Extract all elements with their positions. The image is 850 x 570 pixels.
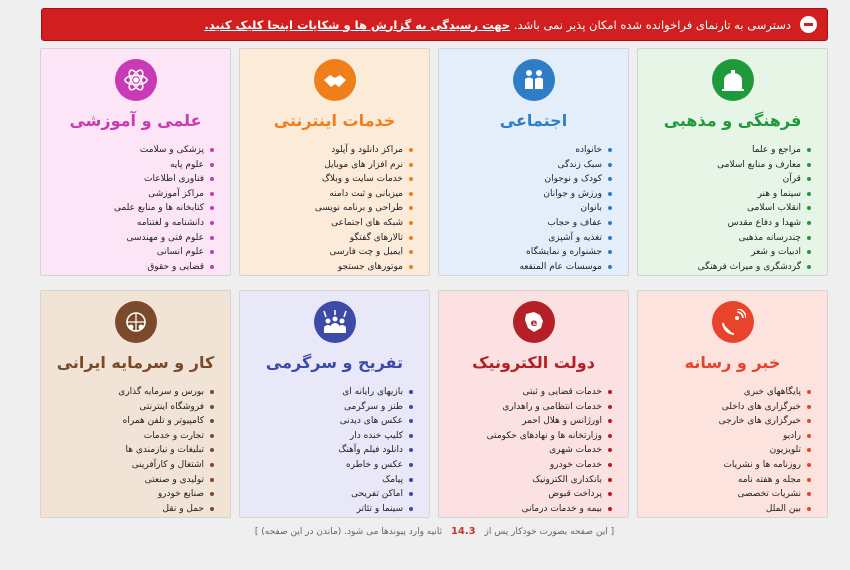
category-link[interactable]: شبکه های اجتماعی [248,216,413,231]
category-card [239,290,430,518]
countdown-seconds: 14.3 [450,526,476,537]
category-link[interactable]: خدمات شهری [447,443,612,458]
footer-bracket-open: [ [610,527,615,537]
category-link[interactable]: تجارت و خدمات [49,429,214,444]
category-link[interactable]: بورس و سرمایه گذاری [49,385,214,400]
category-link[interactable]: اماکن تفریحی [248,487,413,502]
category-link[interactable]: کودک و نوجوان [447,172,612,187]
satellite-icon [712,301,754,343]
category-title[interactable]: کار و سرمایه ایرانی [56,353,215,372]
category-link[interactable]: خدمات قضایی و ثبتی [447,385,612,400]
category-link[interactable]: معارف و منابع اسلامی [646,158,811,173]
category-title[interactable]: اجتماعی [499,111,568,130]
category-link[interactable]: دانلود فیلم وآهنگ [248,443,413,458]
banner-message: دسترسی به تارنمای فراخوانده شده امکان پذیر نمی باشد. [513,17,791,32]
footer-text-after[interactable]: ثانیه وارد پیوندها می شود. (ماندن در این صفحه) [261,527,443,537]
iran-map-icon [513,301,555,343]
category-link[interactable]: گردشگری و میراث فرهنگی [646,260,811,275]
category-link[interactable]: انقلاب اسلامی [646,201,811,216]
category-link-list [240,135,429,274]
category-link[interactable]: خانواده [447,143,612,158]
category-link[interactable]: پزشکی و سلامت [49,143,214,158]
report-complaint-link[interactable]: جهت رسیدگی به گزارش ها و شکایات اینجا کلیک کنید. [204,17,511,32]
category-link[interactable]: خدمات خودرو [447,458,612,473]
stop-icon [800,16,817,33]
category-link[interactable]: سینما و تئاتر [248,502,413,517]
category-link[interactable]: پایگاههای خبری [646,385,811,400]
category-link[interactable]: حمل و نقل [49,502,214,517]
category-link[interactable]: خدمات انتظامی و راهداری [447,400,612,415]
category-link[interactable]: نشریات تخصصی [646,487,811,502]
category-link-list [638,377,827,516]
category-link[interactable]: نرم افزار های موبایل [248,158,413,173]
redirect-notice [41,526,828,537]
category-link[interactable]: دانشنامه و لغتنامه [49,216,214,231]
category-link[interactable]: بازیهای رایانه ای [248,385,413,400]
category-link[interactable]: پیامک [248,473,413,488]
category-link[interactable]: اورژانس و هلال احمر [447,414,612,429]
category-link[interactable]: مجله و هفته نامه [646,473,811,488]
category-link-list [41,377,230,516]
handshake-icon [314,59,356,101]
category-link[interactable]: سینما و هنر [646,187,811,202]
category-card [637,48,828,276]
category-link[interactable]: تبلیغات و نیازمندی ها [49,443,214,458]
error-banner [41,8,828,41]
category-link[interactable]: تغذیه و آشپزی [447,231,612,246]
category-title[interactable]: تفریح و سرگرمی [265,353,404,372]
category-link[interactable]: فناوری اطلاعات [49,172,214,187]
mosque-icon [712,59,754,101]
category-link-list [439,135,628,274]
category-link[interactable]: کتابخانه ها و منابع علمی [49,201,214,216]
category-link[interactable]: طراحی و برنامه نویسی [248,201,413,216]
category-link[interactable]: تولیدی و صنعتی [49,473,214,488]
category-card [438,48,629,276]
category-title[interactable]: فرهنگی و مذهبی [663,111,802,130]
crowd-icon [314,301,356,343]
category-link[interactable]: طنز و سرگرمی [248,400,413,415]
category-card [438,290,629,518]
category-link[interactable]: جشنواره و نمایشگاه [447,245,612,260]
category-link[interactable]: روزنامه ها و نشریات [646,458,811,473]
category-grid [41,48,828,518]
category-link[interactable]: مراکز دانلود و آپلود [248,143,413,158]
footer-text-before: این صفحه بصورت خودکار پس از [484,527,608,537]
category-link[interactable]: قرآن [646,172,811,187]
category-title[interactable]: دولت الکترونیک [472,353,595,372]
category-link[interactable]: ادبیات و شعر [646,245,811,260]
svg-text:e: e [530,318,537,329]
category-card [40,48,231,276]
category-link[interactable]: میزبانی و ثبت دامنه [248,187,413,202]
footer-bracket-close: ] [254,527,259,537]
category-link[interactable]: بیمه و خدمات درمانی [447,502,612,517]
category-link-list [439,377,628,516]
category-link[interactable]: مراجع و علما [646,143,811,158]
category-link[interactable]: خدمات سایت و وبلاگ [248,172,413,187]
category-link[interactable]: ورزش و جوانان [447,187,612,202]
category-link[interactable]: بانوان [447,201,612,216]
category-link[interactable]: تالارهای گفتگو [248,231,413,246]
category-link[interactable]: سبک زندگی [447,158,612,173]
category-card [40,290,231,518]
category-link-list [638,135,827,274]
category-link[interactable]: عکس های دیدنی [248,414,413,429]
category-link[interactable]: فروشگاه اینترنتی [49,400,214,415]
category-link[interactable]: کلیپ خنده دار [248,429,413,444]
category-link[interactable]: علوم پایه [49,158,214,173]
category-link[interactable]: تلویزیون [646,443,811,458]
category-link[interactable]: بانکداری الکترونیک [447,473,612,488]
category-link[interactable]: صنایع خودرو [49,487,214,502]
category-link[interactable]: کامپیوتر و تلفن همراه [49,414,214,429]
category-link[interactable]: علوم فنی و مهندسی [49,231,214,246]
category-link[interactable]: شهدا و دفاع مقدس [646,216,811,231]
category-link[interactable]: بین الملل [646,502,811,517]
category-link[interactable]: قضایی و حقوق [49,260,214,275]
atom-icon [115,59,157,101]
category-link[interactable]: رادیو [646,429,811,444]
category-title[interactable]: خدمات اینترنتی [273,111,396,130]
category-link[interactable]: عکس و خاطره [248,458,413,473]
category-link[interactable]: موتورهای جستجو [248,260,413,275]
category-link[interactable]: وزارتخانه ها و نهادهای حکومتی [447,429,612,444]
category-link[interactable]: اشتغال و کارآفرینی [49,458,214,473]
category-link-list [41,135,230,274]
category-link[interactable]: چندرسانه مذهبی [646,231,811,246]
category-link[interactable]: علوم انسانی [49,245,214,260]
category-link[interactable]: مراکز آموزشی [49,187,214,202]
category-link[interactable]: ایمیل و چت فارسی [248,245,413,260]
category-title[interactable]: خبر و رسانه [684,353,781,372]
category-title[interactable]: علمی و آموزشی [69,111,202,130]
category-card [239,48,430,276]
family-icon [513,59,555,101]
business-icon [115,301,157,343]
category-link[interactable]: خبرگزاری های داخلی [646,400,811,415]
category-link[interactable]: خبرگزاری های خارجی [646,414,811,429]
category-link[interactable]: موسسات عام المنفعه [447,260,612,275]
category-card [637,290,828,518]
category-link[interactable]: پرداخت قبوض [447,487,612,502]
category-link-list [240,377,429,516]
category-link[interactable]: عفاف و حجاب [447,216,612,231]
